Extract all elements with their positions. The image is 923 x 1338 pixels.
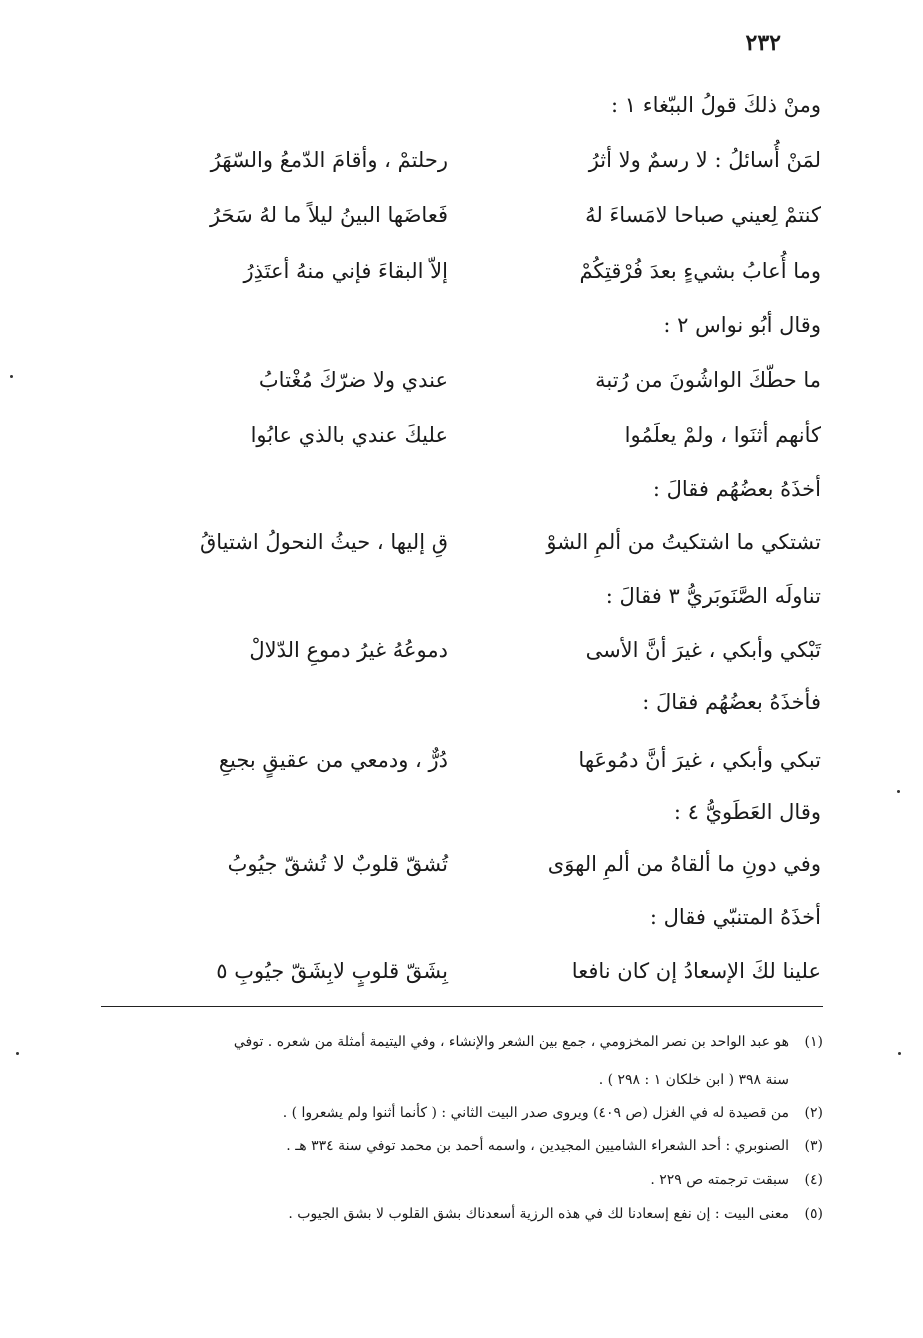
footnote bbox=[101, 1104, 823, 1123]
verse-second-hemistich: عليكَ عندي بالذي عابُوا bbox=[250, 423, 448, 447]
footnote-continuation: سنة ٣٩٨ ( ابن خلكان ١ : ٢٩٨ ) . bbox=[598, 1072, 789, 1088]
verse-first-hemistich: علينا لكَ الإسعادُ إن كان نافعا bbox=[571, 959, 821, 983]
footnote-text: سبقت ترجمته ص ٢٢٩ . bbox=[650, 1172, 789, 1188]
verse-second-hemistich: تُشقّ قلوبٌ لا تُشقّ جيُوبُ bbox=[227, 852, 448, 876]
footnote-text: من قصيدة له في الغزل (ص ٤٠٩) ويروى صدر البيت الثاني : ( كأنما أثنوا ولم يشعروا ) . bbox=[282, 1105, 789, 1121]
verse-second-hemistich: فَعاضَها البينُ ليلاً ما لهُ سَحَرُ bbox=[209, 203, 448, 227]
footnote-text: هو عبد الواحد بن نصر المخزومي ، جمع بين الشعر والإنشاء ، وفي اليتيمة أمثلة من شعره . توفي bbox=[233, 1034, 789, 1050]
verse-second-hemistich: إلاّ البقاءَ فإني منهُ أعتَذِرُ bbox=[243, 259, 448, 283]
footnote-separator bbox=[101, 1006, 823, 1007]
footnote-number: (١) bbox=[804, 1034, 823, 1050]
scan-speck bbox=[898, 1052, 901, 1055]
footnote-number: (٥) bbox=[804, 1206, 823, 1222]
verse-first-hemistich: وما أُعابُ بشيءٍ بعدَ فُرْقتِكُمْ bbox=[579, 259, 821, 283]
verse-first-hemistich: تَبْكي وأبكي ، غيرَ أنَّ الأسى bbox=[585, 638, 821, 662]
prose-line: وقال العَطَويُّ ٤ : bbox=[673, 800, 821, 824]
verse-second-hemistich: قِ إليها ، حيثُ النحولُ اشتياقُ bbox=[199, 530, 448, 554]
prose-line: أخذَهُ المتنبّي فقال : bbox=[649, 905, 821, 929]
scan-speck bbox=[897, 790, 900, 793]
scan-speck bbox=[16, 1052, 19, 1055]
verse-first-hemistich: كنتمْ لِعيني صباحا لامَساءَ لهُ bbox=[585, 203, 821, 227]
verse-first-hemistich: تبكي وأبكي ، غيرَ أنَّ دمُوعَها bbox=[578, 748, 821, 772]
verse-first-hemistich: لمَنْ أُسائلُ : لا رسمٌ ولا أثرُ bbox=[588, 148, 821, 172]
footnote-number: (٤) bbox=[804, 1172, 823, 1188]
prose-line: فأخذَهُ بعضُهُم فقالَ : bbox=[642, 690, 821, 714]
footnote bbox=[101, 1137, 823, 1156]
footnote-text: معنى البيت : إن نفع إسعادنا لك في هذه الرزية أسعدناك بشق القلوب لا بشق الجيوب . bbox=[288, 1206, 789, 1222]
footnote-number: (٢) bbox=[804, 1105, 823, 1121]
page-number: ٢٣٢ bbox=[745, 30, 781, 56]
verse-second-hemistich: دُرٌّ ، ودمعي من عقيقٍ بجيعِ bbox=[218, 748, 448, 772]
footnote bbox=[101, 1171, 823, 1190]
verse-second-hemistich: رحلتمْ ، وأقامَ الدّمعُ والسّهَرُ bbox=[210, 148, 448, 172]
verse-first-hemistich: كأنهم أثنَوا ، ولمْ يعلَمُوا bbox=[624, 423, 821, 447]
prose-line: وقال أبُو نواس ٢ : bbox=[663, 313, 821, 337]
verse-second-hemistich: عندي ولا ضرّكَ مُغْتابُ bbox=[258, 368, 448, 392]
verse-first-hemistich: ما حطّكَ الواشُونَ من رُتبة bbox=[595, 368, 821, 392]
prose-line: تناولَه الصَّنَوبَريُّ ٣ فقالَ : bbox=[605, 584, 821, 608]
footnote bbox=[101, 1033, 823, 1052]
verse-first-hemistich: وفي دونِ ما ألقاهُ من ألمِ الهوَى bbox=[547, 852, 821, 876]
prose-line: أخذَهُ بعضُهُم فقالَ : bbox=[652, 477, 821, 501]
footnote bbox=[101, 1205, 823, 1224]
verse-first-hemistich: تشتكي ما اشتكيتُ من ألمِ الشوْ bbox=[546, 530, 821, 554]
verse-second-hemistich: دموعُهُ غيرُ دموعِ الدّلالْ bbox=[249, 638, 448, 662]
footnote-text: الصنوبري : أحد الشعراء الشاميين المجيدين ، واسمه أحمد بن محمد توفي سنة ٣٣٤ هـ . bbox=[286, 1138, 789, 1154]
prose-line: ومنْ ذلكَ قولُ الببّغاء ١ : bbox=[610, 93, 821, 117]
scan-speck bbox=[10, 375, 13, 378]
footnote-number: (٣) bbox=[804, 1138, 823, 1154]
verse-second-hemistich: بِشَقّ قلوبٍ لابِشَقّ جيُوبِ ٥ bbox=[216, 959, 448, 983]
